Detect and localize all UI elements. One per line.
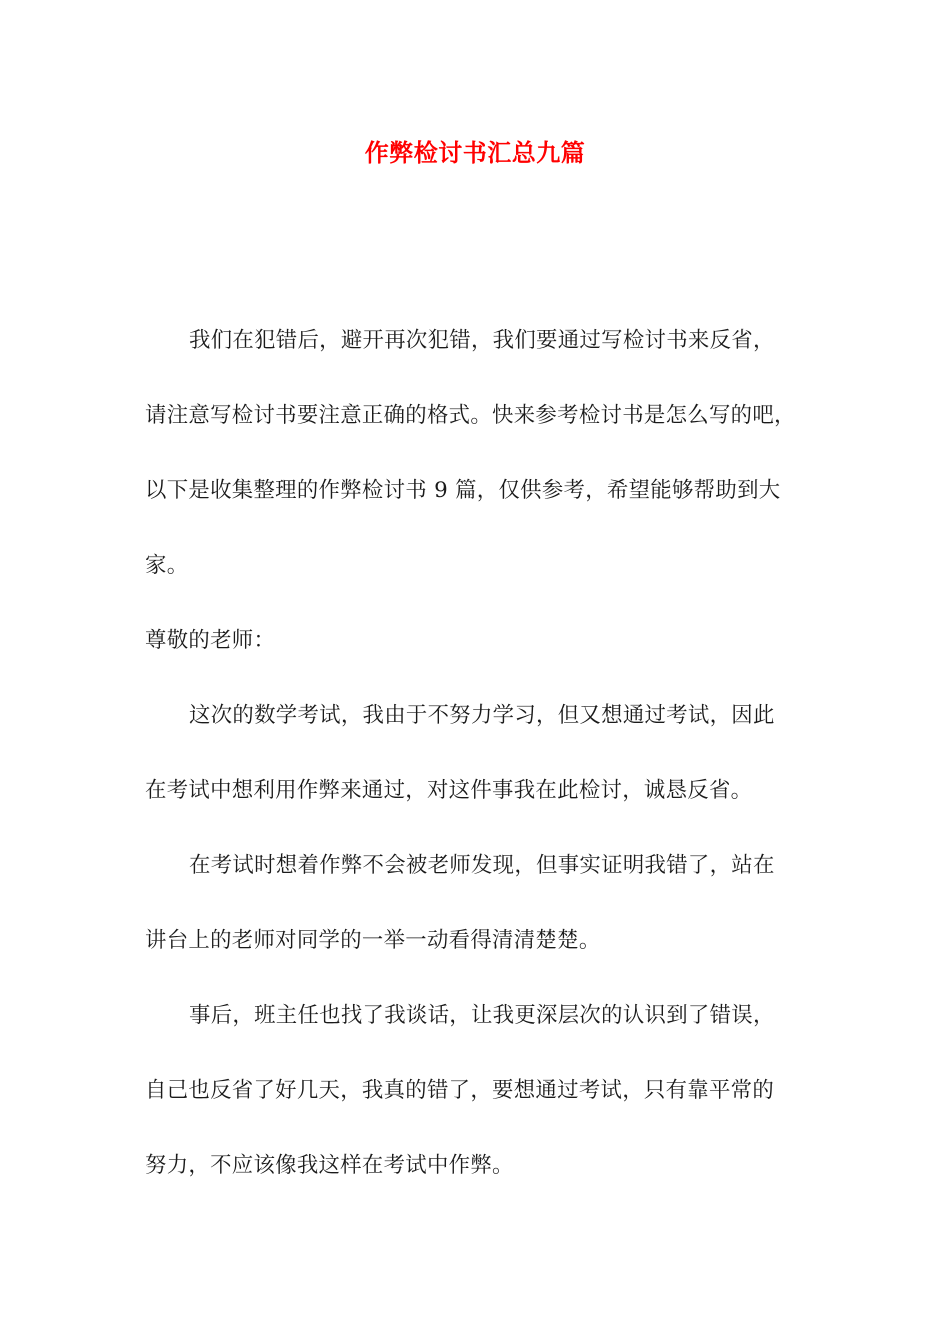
paragraph-line: 家。 [145,553,189,578]
paragraph-line: 讲台上的老师对同学的一举一动看得清清楚楚。 [145,928,601,953]
paragraph-line: 努力，不应该像我这样在考试中作弊。 [145,1153,514,1178]
document-title: 作弊检讨书汇总九篇 [364,138,586,167]
paragraph-line: 在考试中想利用作弊来通过，对这件事我在此检讨，诚恳反省。 [145,778,753,803]
salutation: 尊敬的老师： [145,628,276,653]
paragraph-line: 我们在犯错后，避开再次犯错，我们要通过写检讨书来反省， [189,328,775,353]
paragraph-line: 自己也反省了好几天，我真的错了，要想通过考试，只有靠平常的 [145,1078,775,1103]
document-body [145,303,809,1203]
paragraph-line: 在考试时想着作弊不会被老师发现，但事实证明我错了，站在 [189,853,775,878]
paragraph-line: 请注意写检讨书要注意正确的格式。快来参考检讨书是怎么写的吧， [145,403,796,428]
paragraph-line: 事后，班主任也找了我谈话，让我更深层次的认识到了错误， [189,1003,775,1028]
paragraph-line: 以下是收集整理的作弊检讨书 9 篇，仅供参考，希望能够帮助到大 [145,478,781,503]
paragraph-line: 这次的数学考试，我由于不努力学习，但又想通过考试，因此 [189,703,775,728]
